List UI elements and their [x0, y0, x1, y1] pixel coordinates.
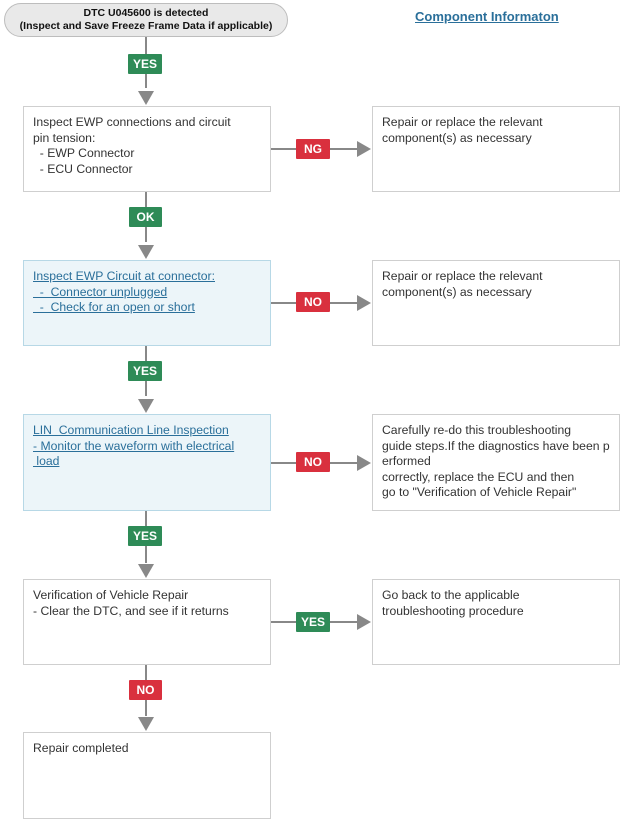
step-4-result-line: troubleshooting procedure [382, 603, 524, 618]
yes-tag: YES [128, 526, 162, 546]
step-3-link-line[interactable]: - Monitor the waveform with electrical [33, 438, 235, 453]
no-tag: NO [129, 680, 162, 700]
arrow-down [138, 91, 154, 105]
yes-tag: YES [128, 361, 162, 381]
ok-tag: OK [129, 207, 162, 227]
arrow-down [138, 564, 154, 578]
step-3-link-line[interactable]: LIN Communication Line Inspection [33, 423, 229, 437]
step-1-result-line: Repair or replace the relevant [382, 115, 543, 129]
no-tag: NO [296, 292, 330, 312]
step-2-link-line[interactable]: - Check for an open or short [33, 300, 195, 315]
step-1-result-line: component(s) as necessary [382, 130, 532, 145]
step-1-line: - ECU Connector [33, 161, 133, 176]
step-3-box[interactable] [23, 414, 271, 511]
step-3-link-line[interactable]: load [33, 454, 60, 469]
step-1-line: pin tension: [33, 130, 96, 145]
start-subtitle: (Inspect and Save Freeze Frame Data if applicable) [19, 20, 273, 32]
step-1-box [23, 106, 271, 192]
step-1-line: - EWP Connector [33, 146, 135, 161]
step-2-link-line[interactable]: - Connector unplugged [33, 284, 168, 299]
arrow-down [138, 717, 154, 731]
step-3-result-line: correctly, replace the ECU and then [382, 469, 575, 484]
step-1-result-box [372, 106, 620, 192]
step-3-result-line: Carefully re-do this troubleshooting [382, 423, 572, 437]
step-4-line: Verification of Vehicle Repair [33, 588, 189, 602]
step-3-result-line: erformed [382, 454, 431, 469]
yes-tag: YES [128, 54, 162, 74]
step-2-result-box [372, 260, 620, 346]
yes-tag: YES [296, 612, 330, 632]
component-information-link[interactable]: Component Informaton [415, 9, 559, 24]
start-title: DTC U045600 is detected [83, 7, 209, 19]
step-2-result-line: Repair or replace the relevant [382, 269, 543, 283]
step-3-result-line: go to "Verification of Vehicle Repair" [382, 485, 577, 500]
step-4-result-line: Go back to the applicable [382, 588, 520, 602]
final-text: Repair completed [33, 741, 129, 755]
ng-tag: NG [296, 139, 330, 159]
arrow-right [357, 295, 371, 311]
arrow-right [357, 614, 371, 630]
arrow-right [357, 455, 371, 471]
step-4-line: - Clear the DTC, and see if it returns [33, 603, 229, 618]
step-3-result-box [372, 414, 620, 511]
start-node [4, 3, 288, 37]
step-2-box[interactable] [23, 260, 271, 346]
arrow-right [357, 141, 371, 157]
step-4-result-box [372, 579, 620, 665]
no-tag: NO [296, 452, 330, 472]
step-4-box [23, 579, 271, 665]
step-3-result-line: guide steps.If the diagnostics have been p [382, 438, 610, 453]
arrow-down [138, 245, 154, 259]
step-2-link-line[interactable]: Inspect EWP Circuit at connector: [33, 269, 215, 283]
final-box [23, 732, 271, 819]
arrow-down [138, 399, 154, 413]
step-2-result-line: component(s) as necessary [382, 284, 532, 299]
step-1-line: Inspect EWP connections and circuit [33, 115, 231, 129]
